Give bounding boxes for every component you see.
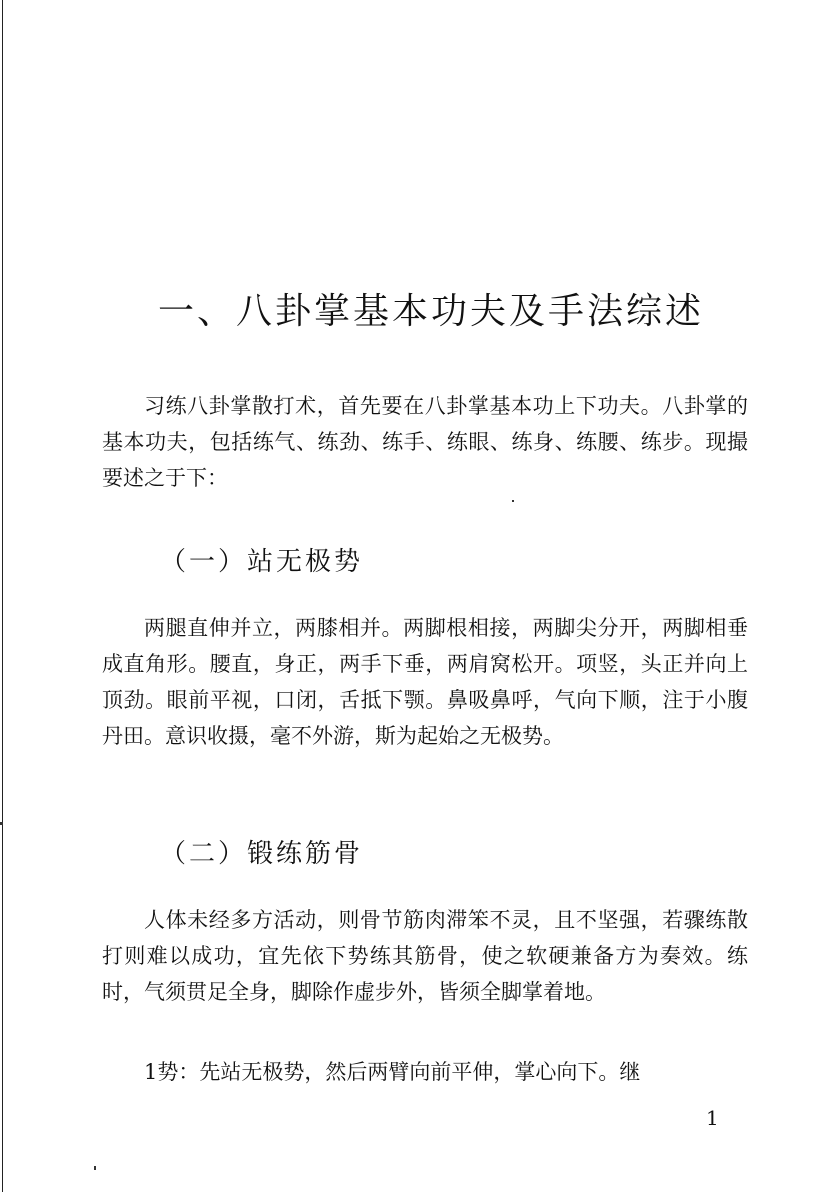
section-body-wuji: 两腿直伸并立，两膝相并。两脚根相接，两脚尖分开，两脚相垂成直角形。腰直，身正，两手下垂，两肩窝松开。项竖，头正并向上顶劲。眼前平视，口闭，舌抵下颚。鼻吸鼻呼，气向下顺，注于小腹丹田。意识收摄，毫不外游，斯为起始之无极势。: [102, 616, 748, 748]
page-number: 1: [706, 1106, 719, 1130]
section-heading-wuji: （一）站无极势: [160, 547, 364, 577]
section-body-jingu-continued: 1势：先站无极势，然后两臂向前平伸，掌心向下。继: [144, 1060, 641, 1084]
scan-speck: [512, 500, 514, 502]
section-body-jingu: 人体未经多方活动，则骨节筋肉滞笨不灵，且不坚强，若骤练散打则难以成功，宜先依下势练其筋骨，使之软硬兼备方为奏效。练时，气须贯足全身，脚除作虚步外，皆须全脚掌着地。: [102, 908, 748, 1004]
chapter-title: 一、八卦掌基本功夫及手法综述: [158, 291, 705, 332]
intro-paragraph: 习练八卦掌散打术，首先要在八卦掌基本功上下功夫。八卦掌的基本功夫，包括练气、练劲、练手、练眼、练身、练腰、练步。现撮要述之于下：: [102, 394, 748, 490]
page-edge-line: [2, 0, 3, 1192]
scan-speck: [0, 822, 3, 825]
section-heading-jingu: （二）锻练筋骨: [160, 839, 364, 869]
scan-speck: [94, 1166, 96, 1170]
